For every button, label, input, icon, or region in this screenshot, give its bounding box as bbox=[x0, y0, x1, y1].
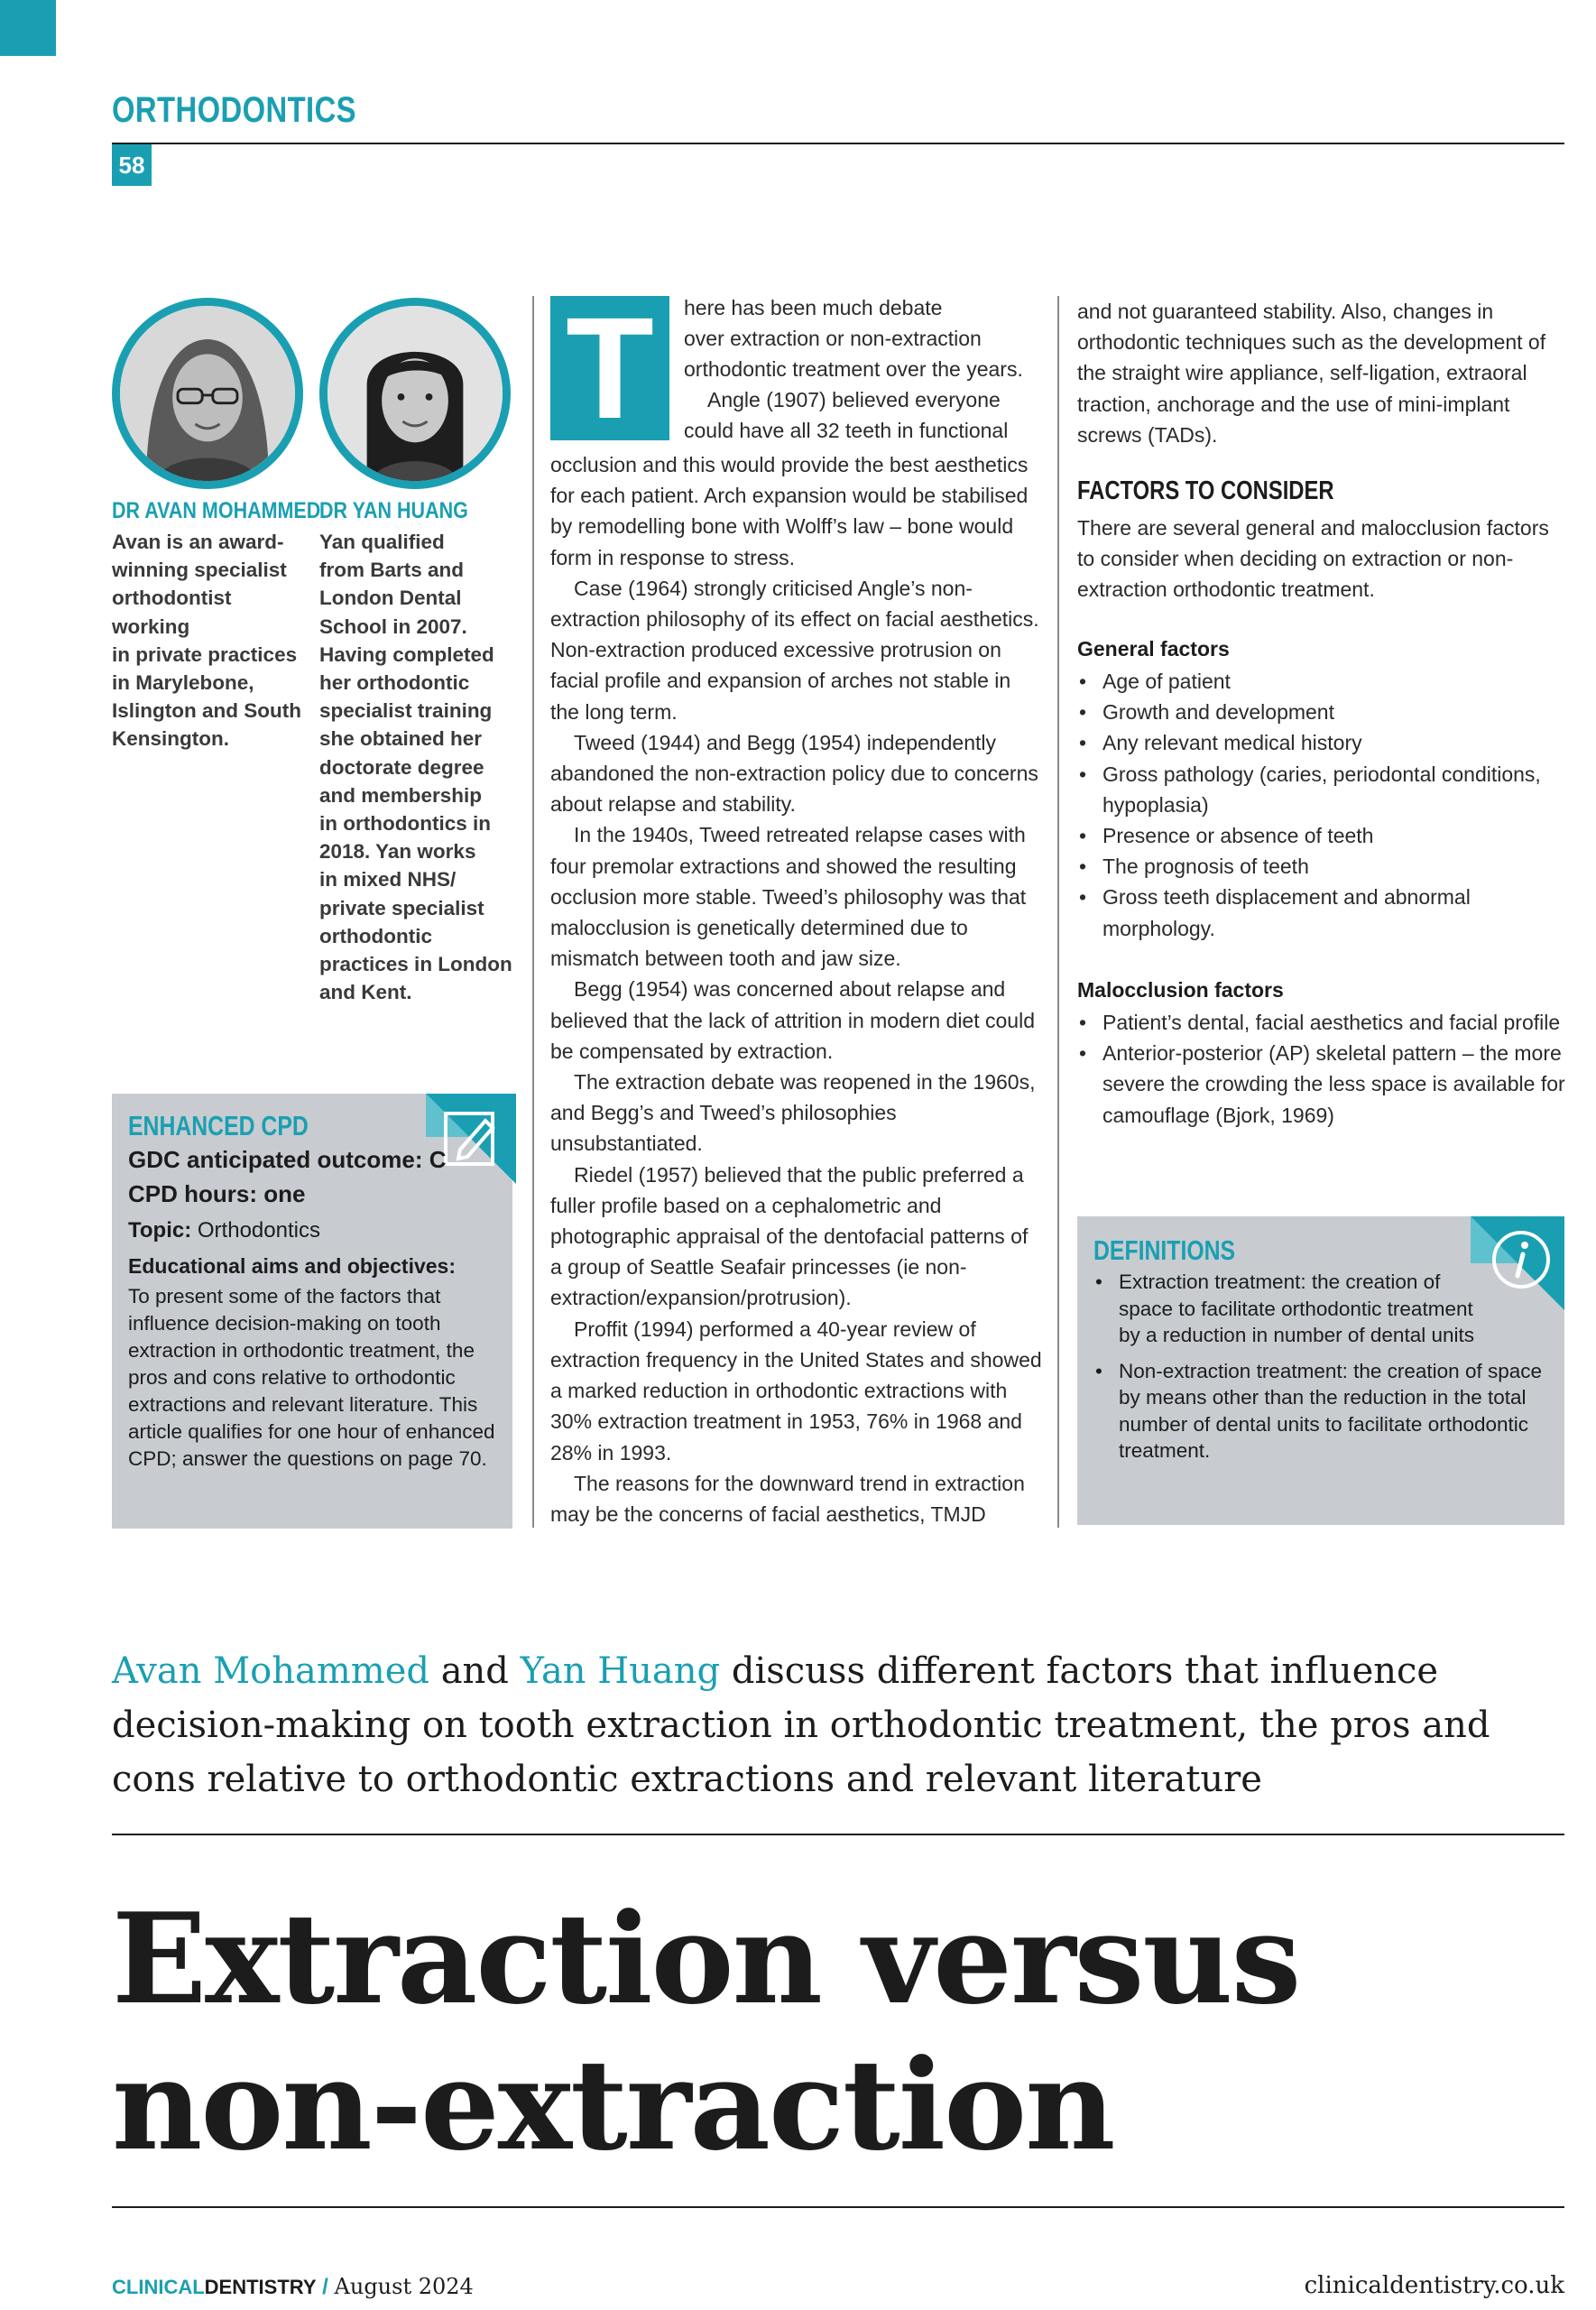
lead-line: over extraction or non-extraction bbox=[684, 327, 982, 350]
factors-heading: FACTORS TO CONSIDER bbox=[1077, 476, 1334, 505]
lead-line: could have all 32 teeth in functional bbox=[684, 419, 1009, 442]
page-number: 58 bbox=[112, 144, 152, 186]
list-item: • Presence or absence of teeth bbox=[1077, 820, 1569, 851]
avatar-illustration bbox=[328, 306, 503, 481]
author-photo-avan bbox=[112, 298, 303, 489]
paragraph: Case (1964) strongly criticised Angle’s non-extraction philosophy of its effect on facial aesthetics. Non-extraction produced excessive protrusion on facial profile and expansion of arches not stable in the long term. bbox=[550, 576, 1039, 724]
paragraph: The extraction debate was reopened in the 1960s, and Begg’s and Tweed’s philosophies unsubstantiated. bbox=[550, 1070, 1036, 1156]
list-item: • Gross teeth displacement and abnormal morphology. bbox=[1077, 882, 1569, 943]
headline-rule-top bbox=[112, 1834, 1564, 1835]
article-body-right-intro: and not guaranteed stability. Also, changes in orthodontic techniques such as the development of the straight wire appliance, self-ligation, extraoral traction, anchorage and the use of mini-implant screws (TADs). bbox=[1077, 300, 1546, 447]
footer-masthead bbox=[112, 2274, 474, 2300]
cpd-topic-label: Topic: bbox=[128, 1218, 192, 1243]
malocclusion-factors-heading: Malocclusion factors bbox=[1077, 978, 1284, 1002]
list-item: • Gross pathology (caries, periodontal conditions, hypoplasia) bbox=[1077, 759, 1569, 820]
cpd-topic bbox=[128, 1218, 320, 1243]
paragraph: In the 1940s, Tweed retreated relapse cases with four premolar extractions and showed the resulting occlusion more stable. Tweed’s philosophy was that malocclusion is genetically determined due to mismatch between tooth and jaw size. bbox=[550, 823, 1027, 971]
drop-cap: T bbox=[550, 296, 669, 440]
list-item: • Patient’s dental, facial aesthetics and facial profile bbox=[1077, 1007, 1569, 1038]
standfirst-author-1: Avan Mohammed bbox=[112, 1650, 429, 1692]
cpd-aims-text: To present some of the factors that influence decision-making on tooth extraction in orthodontic treatment, the pros and cons relative to orthodontic extractions and relevant literature. This article qualifies for one hour of enhanced CPD; answer the questions on page 70. bbox=[128, 1285, 495, 1470]
header-rule bbox=[112, 143, 1564, 144]
paragraph: The reasons for the downward trend in extraction may be the concerns of facial aesthetics, TMJD bbox=[550, 1471, 1025, 1526]
footer-website: clinicaldentistry.co.uk bbox=[1304, 2272, 1564, 2299]
definitions-title: DEFINITIONS bbox=[1093, 1234, 1236, 1266]
list-item: • Any relevant medical history bbox=[1077, 727, 1569, 758]
definitions-list bbox=[1093, 1269, 1545, 1474]
factors-intro: There are several general and malocclusion factors to consider when deciding on extraction or non-extraction orthodontic treatment. bbox=[1077, 516, 1549, 602]
footer-brand-2: DENTISTRY bbox=[204, 2276, 317, 2298]
headline: Extraction versus non-extraction bbox=[112, 1885, 1300, 2178]
paragraph: occlusion and this would provide the best aesthetics for each patient. Arch expansion would be stabilised by remodelling bone with Wolff’s law – bone would form in response to stress. bbox=[550, 453, 1029, 569]
definitions-box bbox=[1077, 1216, 1564, 1525]
definition-item: • Extraction treatment: the creation of space to facilitate orthodontic treatment by a reduction in number of dental units bbox=[1093, 1269, 1545, 1349]
author-name-avan: DR AVAN MOHAMMED bbox=[112, 498, 321, 523]
list-item: • Anterior-posterior (AP) skeletal pattern – the more severe the crowding the less space is available for camouflage (Bjork, 1969) bbox=[1077, 1038, 1569, 1131]
list-item: • Growth and development bbox=[1077, 697, 1569, 727]
lead-line: Angle (1907) believed everyone bbox=[707, 388, 1001, 411]
list-item: • The prognosis of teeth bbox=[1077, 851, 1569, 882]
cpd-outcome: GDC anticipated outcome: C bbox=[128, 1146, 447, 1173]
standfirst-and: and bbox=[429, 1650, 521, 1692]
paragraph: Riedel (1957) believed that the public preferred a fuller profile based on a cephalometric and photographic appraisal of the dentofacial patterns of a group of Seattle Seafair princesses (ie non-extraction/expansion/protrusion). bbox=[550, 1162, 1029, 1310]
footer-separator: / bbox=[316, 2275, 335, 2299]
cpd-aims-heading: Educational aims and objectives: bbox=[128, 1254, 456, 1278]
cpd-hours: CPD hours: one bbox=[128, 1180, 306, 1207]
list-item: • Age of patient bbox=[1077, 666, 1569, 697]
general-factors-heading: General factors bbox=[1077, 637, 1230, 661]
author-bio-yan: Yan qualified from Barts and London Dental School in 2007. Having completed her orthodontic specialist training she obtained her doctorate degree and membership in orthodontics in 2018. Yan works in mixed NHS/ private specialist orthodontic practices in London and Kent. bbox=[319, 531, 512, 1004]
lead-line: orthodontic treatment over the years. bbox=[684, 357, 1023, 381]
section-label: ORTHODONTICS bbox=[112, 90, 356, 130]
cpd-title: ENHANCED CPD bbox=[128, 1110, 309, 1141]
definition-item: • Non-extraction treatment: the creation of space by means other than the reduction in the total number of dental units to facilitate orthodontic treatment. bbox=[1093, 1358, 1545, 1465]
author-bio-avan: Avan is an award- winning specialist orthodontist working in private practices in Marylebone, Islington and South Kensington. bbox=[112, 531, 301, 751]
standfirst-author-2: Yan Huang bbox=[520, 1650, 721, 1692]
corner-tab bbox=[0, 0, 56, 56]
author-name-yan: DR YAN HUANG bbox=[319, 498, 468, 523]
column-divider bbox=[1057, 296, 1059, 1528]
malocclusion-factors-list bbox=[1077, 1007, 1569, 1131]
paragraph: Proffit (1994) performed a 40-year review of extraction frequency in the United States and showed a marked reduction in orthodontic extractions with 30% extraction treatment in 1953, 76% in 1968 and 28% in 1993. bbox=[550, 1317, 1042, 1465]
paragraph: Tweed (1944) and Begg (1954) independently abandoned the non-extraction policy due to concerns about relapse and stability. bbox=[550, 730, 1038, 817]
lead-line: here has been much debate bbox=[684, 296, 943, 319]
headline-rule-bottom bbox=[112, 2206, 1564, 2208]
standfirst bbox=[112, 1644, 1573, 1806]
general-factors-list bbox=[1077, 666, 1569, 944]
paragraph: Begg (1954) was concerned about relapse and believed that the lack of attrition in modern diet could be compensated by extraction. bbox=[550, 977, 1035, 1063]
author-photo-yan bbox=[319, 298, 511, 489]
cpd-topic-value: Orthodontics bbox=[191, 1218, 320, 1243]
footer-issue-date: August 2024 bbox=[334, 2274, 474, 2299]
avatar-illustration bbox=[120, 306, 295, 481]
footer-brand-1: CLINICAL bbox=[112, 2276, 205, 2298]
standfirst-text: discuss different factors that influence decision-making on tooth extraction in orthodontic treatment, the pros and cons relative to orthodontic extractions and relevant literature bbox=[112, 1650, 1490, 1800]
article-body-middle bbox=[550, 449, 1045, 1529]
cpd-box bbox=[112, 1094, 512, 1529]
column-divider bbox=[532, 296, 534, 1528]
